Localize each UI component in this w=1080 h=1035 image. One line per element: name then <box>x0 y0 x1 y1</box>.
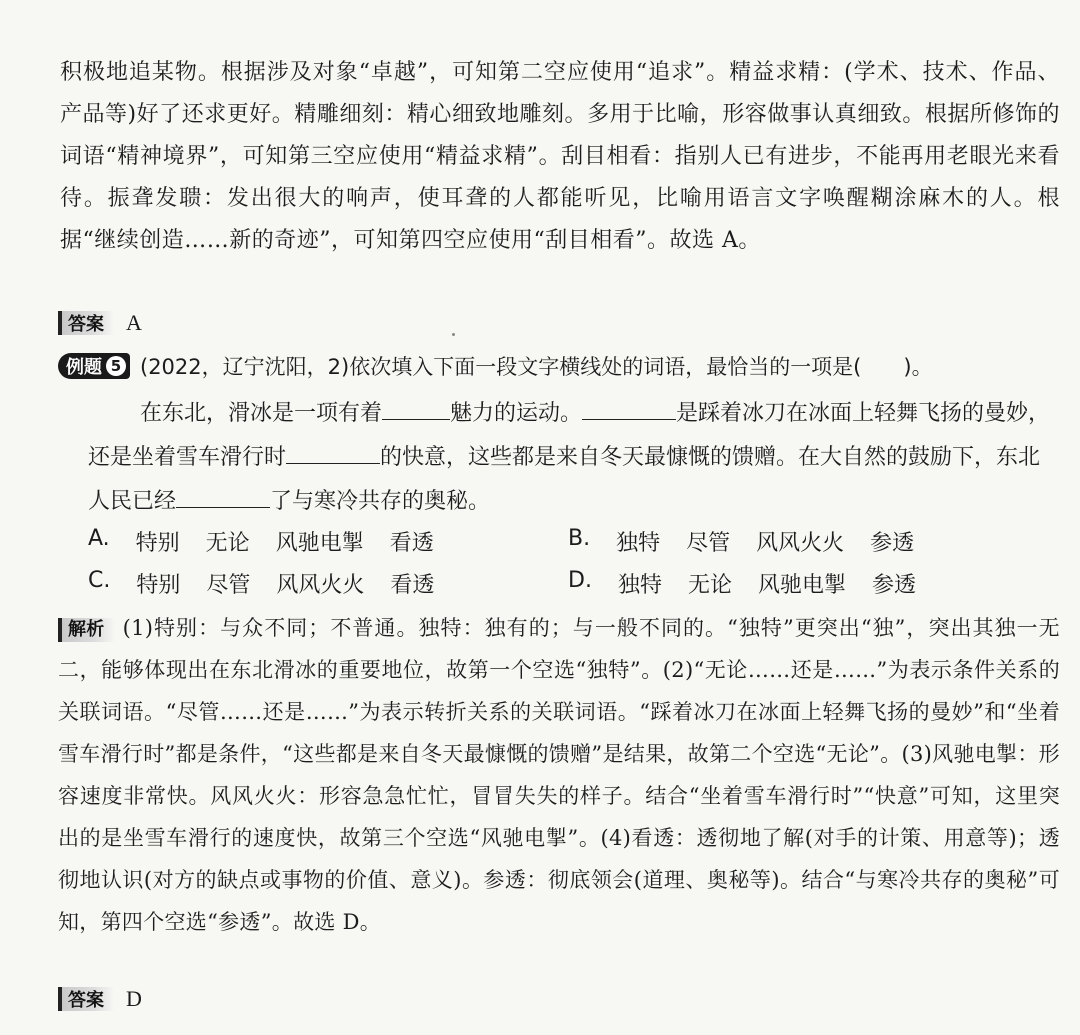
option-word: 尽管 <box>686 530 731 556</box>
answer-tag: 答案 <box>58 311 114 335</box>
option-word: 看透 <box>389 530 434 556</box>
example-badge <box>58 353 130 379</box>
option-word: 尽管 <box>206 572 251 598</box>
option-label: B. <box>568 525 591 551</box>
passage-segment-4: 的快意，这些都是来自冬天最慷慨的馈赠。在大自然的鼓励下，东北人民已经 <box>88 445 1041 514</box>
answer-options <box>88 520 1048 604</box>
option-c <box>88 568 568 599</box>
option-word: 风驰电掣 <box>757 572 846 598</box>
analysis-text: (1)特别：与众不同；不普通。独特：独有的；与一般不同的。“独特”更突出“独”，突出其独一无二，能够体现出在东北滑冰的重要地位，故第一个空选“独特”。(2)“无论……还是……”为表示条件关系的关联词语。“尽管……还是……”为表示转折关系的关联词语。“踩着冰刀在冰面上轻舞飞扬的曼妙”和“坐着雪车滑行时”都是条件，“这些都是来自冬天最慷慨的馈赠”是结果，故第二个空选“无论”。(3)风驰电掣：形容速度非常快。风风火火：形容急急忙忙，冒冒失失的样子。结合“坐着雪车滑行时”“快意”可知，这里突出的是坐雪车滑行的速度快，故第三个空选“风驰电掣”。(4)看透：透彻地了解(对手的计策、用意等)；透彻地认识(对方的缺点或事物的价值、意义)。参透：彻底领会(道理、奥秘等)。结合“与寒冷共存的奥秘”可知，第四个空选“参透”。故选 D。 <box>58 616 1060 934</box>
blank-3 <box>286 439 380 464</box>
example-badge-label: 例题 <box>66 357 102 378</box>
answer-line-1 <box>58 308 142 338</box>
options-row-2 <box>88 562 1048 604</box>
analysis-tag: 解析 <box>58 618 115 642</box>
passage-segment-3: 是踩着冰刀在冰面上轻舞飞扬的曼妙，还是坐着雪车滑行时 <box>88 401 1051 470</box>
answer-value: A <box>126 310 142 335</box>
blank-4 <box>176 483 270 508</box>
question-passage <box>88 392 1058 524</box>
option-word: 风风火火 <box>756 530 845 556</box>
option-word: 风风火火 <box>276 572 365 598</box>
answer-value: D <box>126 986 142 1011</box>
blank-1 <box>382 395 450 420</box>
passage-segment-2: 魅力的运动。 <box>450 401 583 426</box>
answer-line-2 <box>58 984 142 1014</box>
analysis-paragraph <box>58 607 1060 943</box>
option-word: 无论 <box>687 572 732 598</box>
option-a <box>88 526 568 557</box>
option-label: A. <box>88 525 110 551</box>
options-row-1 <box>88 520 1048 562</box>
example-number: 5 <box>106 356 126 376</box>
blank-2 <box>582 395 676 420</box>
option-word: 无论 <box>205 530 250 556</box>
passage-segment-5: 了与寒冷共存的奥秘。 <box>270 489 491 514</box>
option-word: 特别 <box>135 530 180 556</box>
option-word: 风驰电掣 <box>275 530 364 556</box>
option-word: 特别 <box>136 572 181 598</box>
option-word: 参透 <box>871 572 916 598</box>
example-header <box>58 348 1068 384</box>
print-speck <box>452 333 455 336</box>
answer-tag: 答案 <box>58 987 114 1011</box>
option-word: 独特 <box>616 530 661 556</box>
option-word: 参透 <box>870 530 915 556</box>
option-label: D. <box>568 567 592 593</box>
option-label: C. <box>88 567 111 593</box>
example-stem: (2022，辽宁沈阳，2)依次填入下面一段文字横线处的词语，最恰当的一项是( )。 <box>140 355 933 379</box>
passage-segment-1: 在东北，滑冰是一项有着 <box>140 401 383 426</box>
previous-explanation-paragraph: 积极地追某物。根据涉及对象“卓越”，可知第二空应使用“追求”。精益求精：(学术、技术、作品、产品等)好了还求更好。精雕细刻：精心细致地雕刻。多用于比喻，形容做事认真细致。根据所修饰的词语“精神境界”，可知第三空应使用“精益求精”。刮目相看：指别人已有进步，不能再用老眼光来看待。振聋发聩：发出很大的响声，使耳聋的人都能听见，比喻用语言文字唤醒糊涂麻木的人。根据“继续创造……新的奇迹”，可知第四空应使用“刮目相看”。故选 A。 <box>60 60 1060 253</box>
option-word: 看透 <box>390 572 435 598</box>
option-b <box>568 526 1048 557</box>
option-word: 独特 <box>617 572 662 598</box>
option-d <box>568 568 1048 599</box>
